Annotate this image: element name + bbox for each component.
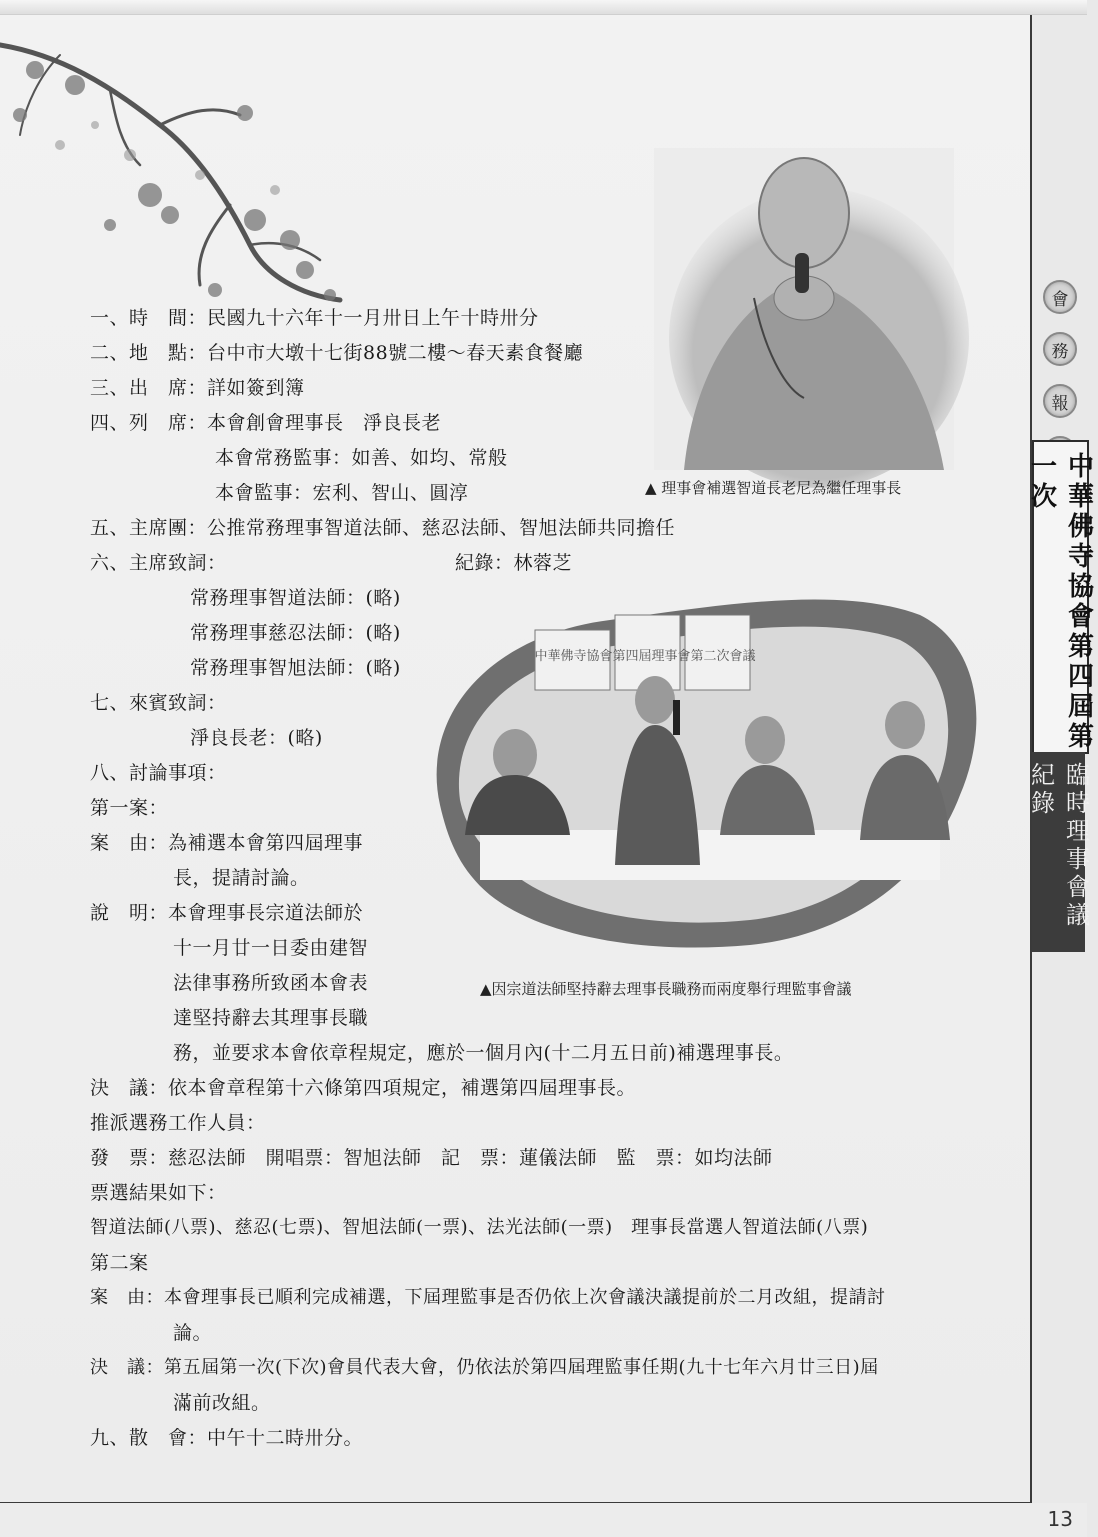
minutes-case2-resolution-2: 滿前改組。: [173, 1392, 271, 1414]
sidebar-subtitle-box: [1026, 752, 1090, 952]
sidebar-title-box: [1026, 440, 1094, 754]
meeting-photo: [420, 575, 985, 960]
minutes-case1-reason-1: 案 由：為補選本會第四屆理事: [90, 832, 364, 854]
minutes-results: 智道法師(八票)、慈忍(七票)、智旭法師(一票)、法光法師(一票) 理事長當選人智道法師(八票): [90, 1217, 869, 1238]
minutes-guests-2: 本會常務監事：如善、如均、常般: [215, 447, 508, 469]
minutes-election-roles: 發 票：慈忍法師 開唱票：智旭法師 記 票：蓮儀法師 監 票：如均法師: [90, 1147, 773, 1169]
minutes-speech-3: 常務理事智旭法師：(略): [190, 657, 401, 679]
minutes-case2-reason-1: 案 由：本會理事長已順利完成補選，下屆理監事是否仍依上次會議決議提前於二月改組，提請討: [90, 1287, 886, 1308]
minutes-case1-reason-2: 長，提請討論。: [173, 867, 310, 889]
minutes-guests-3: 本會監事：宏利、智山、圓淳: [215, 482, 469, 504]
page-footer: [0, 1503, 1087, 1537]
minutes-results-title: 票選結果如下：: [90, 1182, 227, 1204]
minutes-guest-speech-1: 淨良長老：(略): [190, 727, 323, 749]
page-number: 13: [1047, 1507, 1073, 1531]
minutes-case1: 第一案：: [90, 797, 169, 819]
minutes-case1-explain-2: 十一月廿一日委由建智: [173, 937, 369, 959]
monk-speaking-photo: [654, 148, 954, 470]
banner-text: 中華佛寺協會第四屆理事會第二次會議: [534, 649, 756, 664]
minutes-recorder: 紀錄：林蓉芝: [455, 552, 573, 574]
minutes-case2-reason-2: 論。: [173, 1322, 213, 1344]
section-char-1: 會: [1043, 280, 1077, 314]
minutes-time: 一、時 間：民國九十六年十一月卅日上午十時卅分: [90, 307, 539, 329]
minutes-case1-explain-3: 法律事務所致函本會表: [173, 972, 369, 994]
minutes-case2-resolution-1: 決 議：第五屆第一次(下次)會員代表大會，仍依法於第四屆理監事任期(九十七年六月廿三日)屆: [90, 1357, 879, 1378]
minutes-speech-1: 常務理事智道法師：(略): [190, 587, 401, 609]
minutes-case1-explain-1: 說 明：本會理事長宗道法師於: [90, 902, 364, 924]
minutes-case1-explain-5: 務，並要求本會依章程規定，應於一個月內(十二月五日前)補選理事長。: [173, 1042, 794, 1064]
minutes-guest-speech: 七、來賓致詞：: [90, 692, 227, 714]
section-char-3: 報: [1043, 384, 1077, 418]
sidebar-title-1: 中華佛寺協會第四屆第一次: [1026, 452, 1094, 752]
minutes-chair-speech: 六、主席致詞：: [90, 552, 227, 574]
minutes-guests-1: 四、列 席：本會創會理事長 淨良長老: [90, 412, 442, 434]
minutes-election-staff: 推派選務工作人員：: [90, 1112, 266, 1134]
minutes-case1-explain-4: 達堅持辭去其理事長職: [173, 1007, 369, 1029]
section-char-2: 務: [1043, 332, 1077, 366]
minutes-presidium: 五、主席團：公推常務理事智道法師、慈忍法師、智旭法師共同擔任: [90, 517, 676, 539]
top-band: [0, 0, 1087, 15]
minutes-adjourn: 九、散 會：中午十二時卅分。: [90, 1427, 364, 1449]
sidebar-title-2: 臨時理事會議紀錄: [1026, 762, 1090, 930]
plum-branch-decoration: [0, 15, 360, 315]
minutes-speech-2: 常務理事慈忍法師：(略): [190, 622, 401, 644]
minutes-attend: 三、出 席：詳如簽到簿: [90, 377, 305, 399]
photo1-caption: ▲ 理事會補選智道長老尼為繼任理事長: [645, 479, 902, 497]
minutes-place: 二、地 點：台中市大墩十七街88號二樓～春天素食餐廳: [90, 342, 584, 364]
minutes-case2: 第二案: [90, 1252, 149, 1274]
minutes-case1-resolution: 決 議：依本會章程第十六條第四項規定，補選第四屆理事長。: [90, 1077, 637, 1099]
photo2-caption: ▲因宗道法師堅持辭去理事長職務而兩度舉行理監事會議: [480, 980, 852, 998]
minutes-discussion: 八、討論事項：: [90, 762, 227, 784]
